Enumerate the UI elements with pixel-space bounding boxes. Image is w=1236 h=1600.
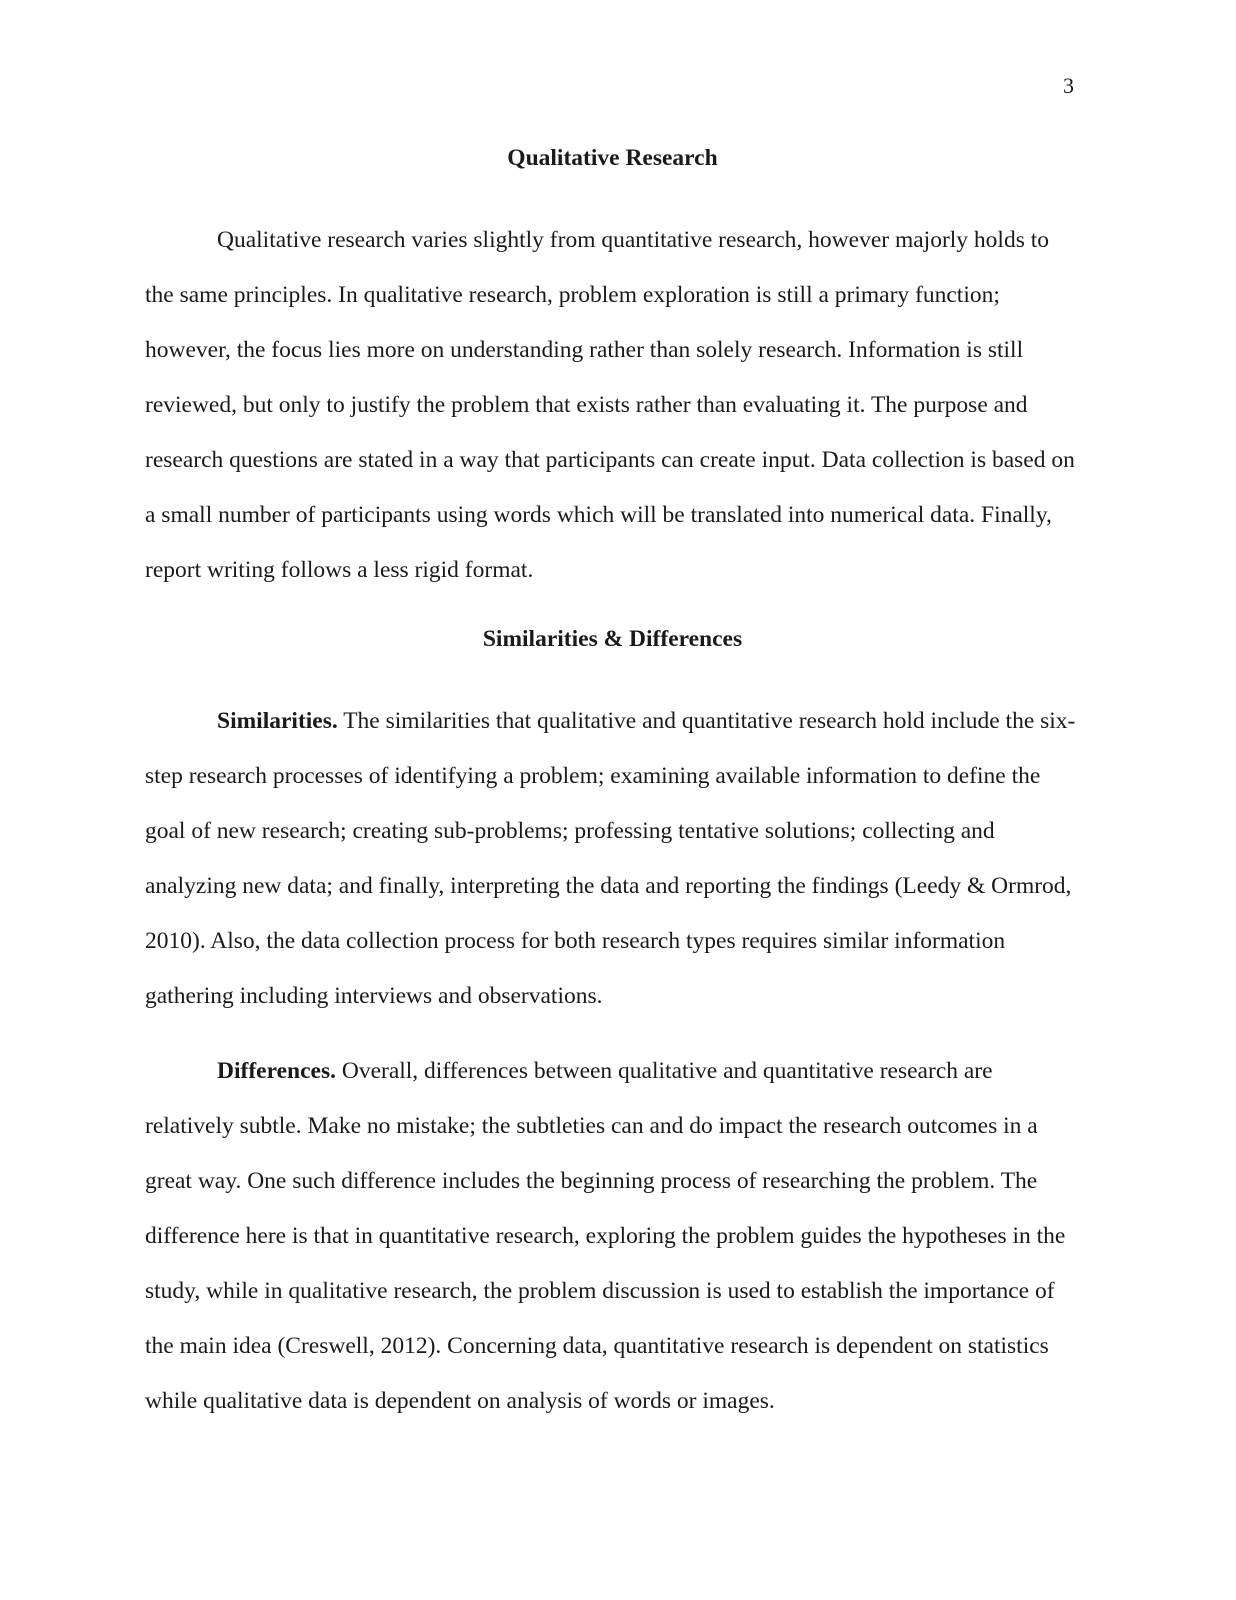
paragraph-differences (145, 1044, 1080, 1429)
similarities-text: The similarities that qualitative and quantitative research hold include the six-step research processes of identifying a problem; examining available information to define the goal of new research; creating sub-problems; professing tentative solutions; collecting and analyzing new data; and finally, interpreting the data and reporting the findings (Leedy & Ormrod, 2010). Also, the data collection process for both research types requires similar information gathering including interviews and observations. (145, 708, 1076, 1009)
document-body (145, 140, 1080, 1429)
section-heading-qualitative-research: Qualitative Research (507, 145, 718, 171)
similarities-run-in-heading: Similarities. (217, 708, 338, 734)
differences-run-in-heading: Differences. (217, 1058, 336, 1084)
differences-text: Overall, differences between qualitative and quantitative research are relatively subtle. Make no mistake; the subtleties can and do impact the research outcomes in a great way. One such difference includes the beginning process of researching the problem. The difference here is that in quantitative research, exploring the problem guides the hypotheses in the study, while in qualitative research, the problem discussion is used to establish the importance of the main idea (Creswell, 2012). Concerning data, quantitative research is dependent on statistics while qualitative data is dependent on analysis of words or images. (145, 1058, 1066, 1414)
paragraph-qualitative-research: Qualitative research varies slightly from quantitative research, however majorly holds to the same principles. In qualitative research, problem exploration is still a primary function; however, the focus lies more on understanding rather than solely research. Information is still reviewed, but only to justify the problem that exists rather than evaluating it. The purpose and research questions are stated in a way that participants can create input. Data collection is based on a small number of participants using words which will be translated into numerical data. Finally, report writing follows a less rigid format. (145, 227, 1075, 583)
section-heading-similarities-differences: Similarities & Differences (482, 626, 743, 652)
page-number: 3 (1063, 73, 1074, 98)
paragraph-similarities (145, 694, 1080, 1024)
